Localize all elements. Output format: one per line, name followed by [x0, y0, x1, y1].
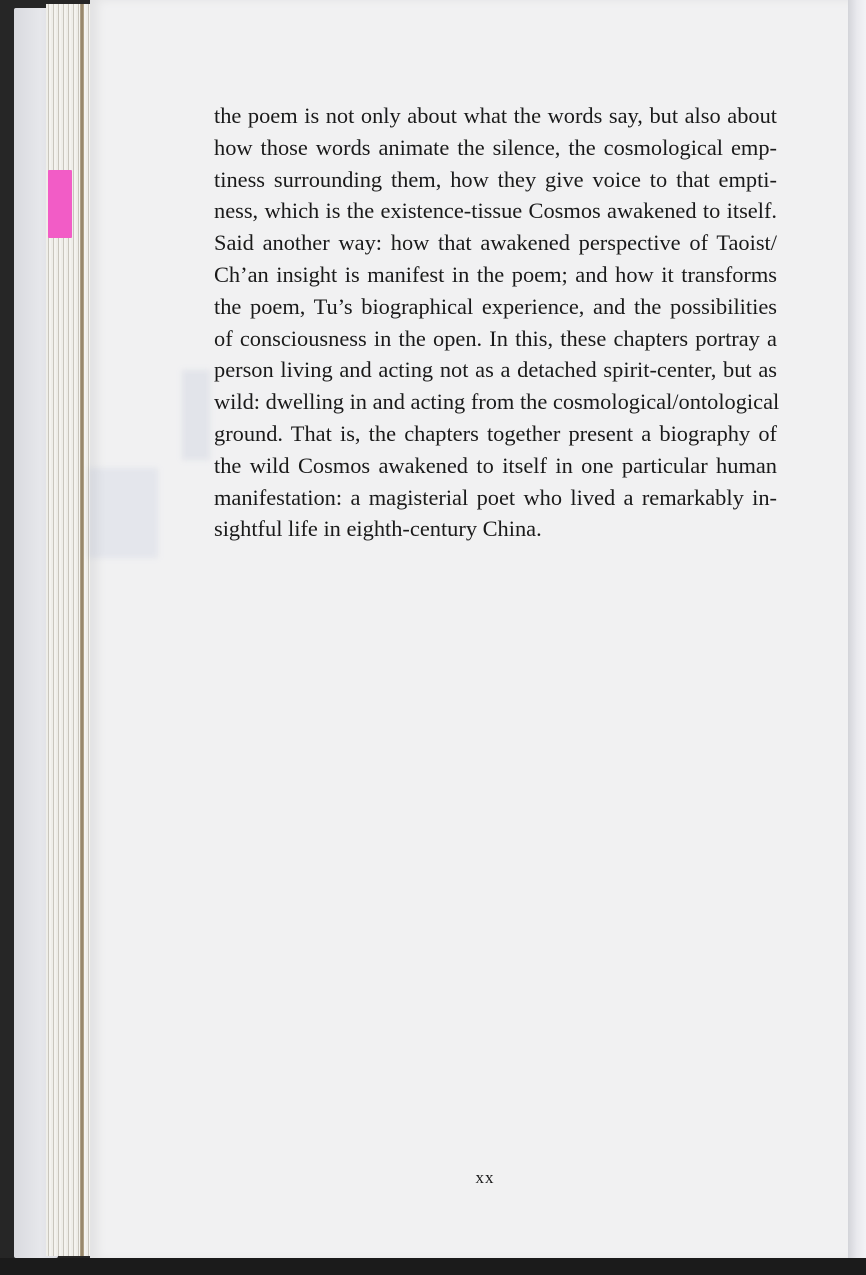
bleed-through-mark [88, 468, 158, 558]
text-line: the poem is not only about what the words say, but also about [214, 103, 777, 128]
text-line: manifestation: a magisterial poet who lived a remarkably in- [214, 484, 777, 510]
sticky-tab-flag [48, 170, 72, 238]
text-line: the wild Cosmos awakened to itself in one particular human [214, 452, 777, 478]
text-line: sightful life in eighth-century China. [214, 516, 542, 542]
page-right-edge [848, 0, 866, 1275]
text-line: the poem, Tu’s biographical experience, and the possibilities [214, 293, 777, 319]
bottom-shadow [0, 1258, 866, 1275]
text-line: ground. That is, the chapters together present a biography of [214, 420, 777, 446]
text-line: tiness surrounding them, how they give voice to that empti- [214, 166, 777, 192]
text-line: Ch’an insight is manifest in the poem; and how it transforms [214, 261, 777, 287]
text-line: how those words animate the silence, the cosmological emp- [214, 134, 777, 160]
body-paragraph [214, 100, 780, 545]
text-line: ness, which is the existence-tissue Cosmos awakened to itself. [214, 198, 777, 224]
text-line: person living and acting not as a detached spirit-center, but as [214, 357, 777, 383]
page-number: xx [475, 1168, 495, 1187]
bleed-through-mark [182, 370, 210, 460]
text-line: Said another way: how that awakened perspective of Taoist/ [214, 230, 777, 256]
book-spine-fold [80, 4, 84, 1256]
text-line: wild: dwelling in and acting from the cosmological/ontological [214, 389, 780, 415]
text-line: of consciousness in the open. In this, these chapters portray a [214, 325, 777, 351]
